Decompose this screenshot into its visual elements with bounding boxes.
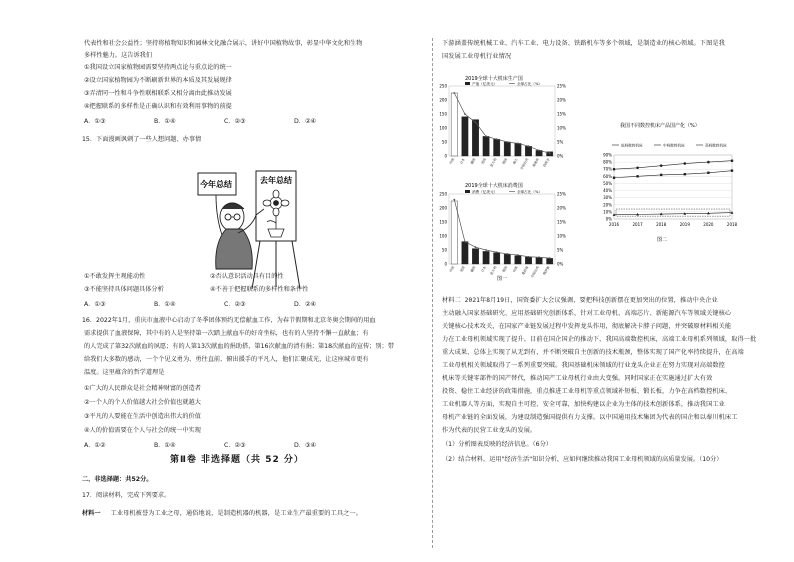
q16-line5: 温度。这里蕴含的哲学道理是: [84, 369, 165, 376]
q16-line1: 16．2022年1月，重庆市血液中心启动了冬季团体预约无偿献血工作，为春节假期和北京冬奥会期间的用血: [82, 317, 376, 324]
consumption-bar: [494, 253, 500, 264]
consumption-xtick: 印度: [512, 265, 519, 274]
q14-option-c[interactable]: C．②③: [224, 118, 246, 125]
q14-options: [84, 119, 316, 125]
right-top-line2: 国发展工业母机行业情况: [442, 53, 512, 60]
production-xtick: 韩国: [501, 157, 509, 166]
line-ytick: 40%: [603, 188, 612, 194]
cartoon-sign-left: 今年总结: [200, 180, 232, 189]
q15-options: [84, 302, 316, 308]
question-17-2: （2）结合材料，运用"经济生活"知识分析，应如何继续推动我国工业母机领域的高质量发展。（10分）: [442, 456, 723, 463]
material-2-line2: 主动融入国家基础研究、应用基础研究创新体系，针对工业母机、高端芯片、新能源汽车等领域关键核心: [442, 310, 732, 317]
q16-option-a[interactable]: A．①②: [84, 442, 106, 449]
q15-stem: 15．下面漫画讽刺了一些人想问题、办事情: [82, 136, 202, 143]
q16-line4: 给我们大多数的感动，一个个见义勇为、勇往直前、俯出援手的平凡人，他们汇聚成光，让这座城市更有: [84, 356, 369, 363]
line-highlight-box: [616, 209, 730, 216]
q15-option-c[interactable]: C．②③: [224, 301, 246, 308]
consumption-ytick: 200: [439, 205, 447, 211]
consumption-xtick: 德国: [469, 265, 477, 274]
consumption-share-point: [496, 251, 498, 253]
material-2-line8: 投资、稳住工业经济的政策措施，重点推进工业母机等重点领域补短板、锻长板，力争在高档数控机床、: [442, 388, 732, 395]
line-point: [636, 175, 638, 177]
production-y2tick: 20%: [557, 97, 566, 103]
consumption-bar: [472, 249, 478, 264]
consumption-y2tick: 20%: [557, 205, 566, 211]
line-ytick: 80%: [603, 159, 612, 165]
production-y2tick: 10%: [557, 125, 566, 131]
consumption-ytick: 100: [439, 233, 447, 239]
consumption-share-point: [517, 254, 519, 256]
production-y2tick: 25%: [557, 83, 566, 89]
q14-item-2: ②设立国家植物园为不断刷新世界的本质及其发展规律: [84, 77, 232, 84]
q15-item-3: ③不能坚持具体问题具体分析: [84, 286, 164, 293]
consumption-share-point: [485, 249, 487, 251]
production-legend-bar: 产值（亿美元）: [472, 82, 498, 86]
material-1-label: 材料一: [82, 510, 101, 517]
chart-production-title: 2019全球十大机床生产国: [465, 76, 523, 82]
production-y2tick: 0%: [557, 153, 564, 159]
line-point: [731, 169, 733, 171]
q15-option-d[interactable]: D．②④: [294, 301, 317, 308]
line-ytick: 70%: [603, 166, 612, 172]
q16-option-d[interactable]: D．③④: [294, 442, 317, 449]
production-bar: [483, 136, 489, 156]
line-point: [636, 167, 639, 170]
q14-item-4: ④把握联系的多样性是正确认识和有效利用事物的前提: [84, 103, 232, 110]
line-point: [684, 162, 687, 165]
material-2-line10: 母机产业链的全面发展，为建设制造强国提供有力支撑。以中国通用技术集团为代表的国企和以秦川机床工: [442, 414, 738, 421]
material-2-line9: 工业机器人等方面，实现自主可控、安全可靠，加快构建以企业为主体的技术创新体系，推动我国工业: [442, 401, 725, 408]
consumption-bar: [525, 257, 531, 264]
consumption-xtick: 俄罗斯: [542, 265, 551, 276]
production-xtick: 日本: [459, 157, 466, 166]
line-ytick: 90%: [603, 152, 612, 158]
line-ytick: 60%: [603, 173, 612, 179]
production-xtick: 德国: [469, 157, 477, 166]
line-xtick: 2019: [679, 222, 690, 227]
q15-option-b[interactable]: B．①④: [154, 301, 176, 308]
figure-2-line-chart: [590, 115, 750, 245]
consumption-bar: [504, 254, 510, 264]
consumption-share-point: [506, 253, 508, 255]
q16-line3: 的人完成了第32次献血的夙愿；有的人第13次献血的捐助搭，第16次献血的清有捐；第18次献血的宣传；别；带: [84, 343, 394, 350]
consumption-y2tick: 15%: [557, 219, 566, 225]
consumption-xtick: 中国: [448, 265, 456, 274]
cartoon-sign-right: 去年总结: [260, 176, 292, 185]
q16-option-c[interactable]: C．②③: [224, 442, 246, 449]
material-2-line6: 工业母机相关领域取得了一系列重要突破。我国基础机床领域的行业龙头企业正在努力实现对高端数控: [442, 362, 725, 369]
production-xtick: 美国: [480, 157, 487, 166]
consumption-xtick: 意大利: [489, 265, 498, 276]
q14-option-d[interactable]: D．②④: [294, 118, 317, 125]
consumption-y2tick: 10%: [557, 233, 566, 239]
production-ytick: 250: [439, 83, 447, 89]
line-xtick: 2020: [703, 222, 714, 227]
production-ytick: 100: [439, 125, 447, 131]
line-point: [731, 159, 734, 162]
q14-option-a[interactable]: A．①③: [84, 118, 106, 125]
production-share-point: [475, 122, 477, 124]
production-bar: [462, 117, 468, 156]
line-xtick: 2016: [608, 222, 620, 227]
q15-item-row1: [84, 274, 284, 280]
production-bar: [525, 146, 531, 156]
production-xtick: 瑞士: [512, 157, 519, 166]
chart-consumption-title: 2019全球十大机床消费国: [465, 183, 523, 189]
consumption-legend-swatch-bar: [465, 190, 470, 193]
line-xtick: 2017: [632, 222, 643, 227]
material-2-line4: 力在工业母机领域实现了提升。目前在国企国企的推动下，我国高端数控机床，高端工业母机系列领域，取得一批: [442, 336, 757, 343]
line-legend-label: 中档数控机床: [663, 143, 685, 148]
line-ytick: 10%: [603, 209, 612, 215]
line-point: [660, 174, 662, 176]
line-ytick: 20%: [603, 202, 612, 208]
line-series-2: [614, 213, 732, 215]
line-legend-label: 高档数控机床: [705, 143, 727, 148]
consumption-bar: [515, 256, 521, 264]
production-xtick: 意大利: [489, 157, 498, 168]
production-share-point: [506, 141, 508, 143]
q16-item-3: ③平凡的人要能在生活中创造出伟大的价值: [84, 413, 201, 420]
line-point: [613, 168, 616, 171]
production-y2tick: 15%: [557, 111, 566, 117]
production-bar: [515, 143, 521, 156]
chart-production: [439, 81, 566, 171]
production-bar: [451, 93, 457, 156]
consumption-xtick: 墨西哥: [521, 265, 530, 276]
line-series-1: [614, 171, 732, 178]
production-ytick: 50: [441, 139, 447, 145]
production-xtick: 中国: [448, 157, 456, 166]
production-ytick: 200: [439, 97, 447, 103]
consumption-y2tick: 5%: [557, 247, 564, 253]
material-1-text: 工业母机被誉为工业之母，通俗地说，是制造机器的机器，是工业生产最重要的工具之一。: [110, 510, 363, 517]
figure-1-bar-charts: [425, 72, 580, 285]
production-share-point: [517, 143, 519, 145]
consumption-bar: [451, 201, 457, 264]
q14-item-1: ①我国设立国家植物园需要坚持两点论与重点论的统一: [84, 64, 232, 71]
production-bar: [504, 142, 510, 156]
consumption-bar: [462, 242, 468, 264]
consumption-ytick: 0: [444, 261, 447, 267]
production-legend-swatch-bar: [465, 82, 470, 85]
section-2-title: 第Ⅱ卷 非选择题（共 52 分）: [170, 455, 304, 465]
consumption-share-line: [454, 200, 549, 259]
consumption-xtick: 日本: [480, 265, 487, 274]
q15-item-4: ④不善于把握联系的多样性和条件性: [210, 286, 309, 293]
production-legend-line: 全球占比（%）: [517, 82, 542, 86]
line-xtick: 2018: [656, 222, 667, 227]
production-share-point: [496, 138, 498, 140]
q14-option-b[interactable]: B．①④: [154, 118, 176, 125]
consumption-legend-bar: 消费（亿美元）: [472, 190, 498, 194]
figure-2-caption: 图二: [657, 237, 668, 243]
consumption-bar: [536, 258, 542, 264]
consumption-ytick: 150: [439, 219, 447, 225]
consumption-ytick: 250: [439, 191, 447, 197]
figure-1-caption: 图一: [497, 276, 508, 282]
consumption-y2tick: 0%: [557, 261, 564, 267]
production-share-point: [538, 150, 540, 152]
production-xtick: 西班牙: [542, 157, 551, 168]
production-ytick: 150: [439, 111, 447, 117]
consumption-xtick: 美国: [459, 265, 466, 274]
consumption-xtick: 中国台湾: [530, 265, 540, 279]
material-2-line11: 作为代表的民营工业龙头的发展。: [442, 427, 537, 434]
right-top-line1: 下游涵盖传统机械工业、汽车工业、电力设备、铁路机车等多个领域，是制造业的核心领域。下图是我: [442, 40, 725, 47]
line-point: [684, 173, 686, 175]
production-share-point: [549, 152, 551, 154]
q14-item-3: ③弄清同一性和斗争性联相联系又相分离由此推动发展: [84, 90, 232, 97]
line-point: [707, 172, 709, 174]
chart-localization-title: 我国不同数控机床产品国产化（%）: [620, 123, 700, 129]
material-1: [82, 511, 362, 517]
production-xtick: 中国台湾: [519, 157, 530, 171]
chart-consumption: [439, 189, 566, 279]
q15-option-a[interactable]: A．①③: [84, 301, 106, 308]
consumption-share-point: [549, 257, 551, 259]
consumption-bar: [483, 251, 489, 264]
production-share-point: [485, 136, 487, 138]
line-legend-label: 低档数控机床: [621, 143, 643, 148]
production-ytick: 0: [444, 153, 447, 159]
consumption-share-point: [538, 256, 540, 258]
material-2-line5: 重大成果，总体上实现了从无到有，并不断突破自主创新的技术瓶颈，整体实现了国产化率持续提升，在高端: [442, 349, 744, 356]
consumption-share-point: [453, 199, 455, 201]
question-17-1: （1）分析图表反映的经济信息。（6分）: [442, 441, 552, 448]
chart-localization: [603, 143, 737, 228]
line-xtick: 2018: [726, 222, 738, 227]
consumption-xtick: 韩国: [501, 265, 509, 274]
consumption-y2tick: 25%: [557, 191, 566, 197]
q16-line2: 需求提供了血液保障，其中有的人是坚持第一次踏上献血车的好奇坐标，也有的人坚持不懈一直献血；有: [84, 330, 369, 337]
q15-item-row2: [84, 287, 308, 293]
q16-item-4: ④人的价值需要在个人与社会的统一中实现: [84, 427, 201, 434]
consumption-share-point: [475, 246, 477, 248]
q15-item-2: ②否认意识活动具有目的性: [210, 273, 284, 280]
production-bar: [494, 139, 500, 156]
production-share-point: [453, 92, 455, 94]
line-point: [613, 177, 615, 179]
non-choice-heading: 二、非选择题：共52分。: [82, 476, 153, 483]
q15-item-1: ①不敢发挥主观能动性: [84, 273, 146, 280]
production-y2tick: 5%: [557, 139, 564, 145]
production-share-line: [454, 93, 549, 153]
q16-option-b[interactable]: B．①④: [154, 442, 176, 449]
line-point: [660, 164, 663, 167]
consumption-bar: [547, 258, 553, 264]
material-2-line3: 关键核心技术攻关，在国家产业链发展过程中发挥龙头作用，彻底解决卡脖子问题，并突破原材料相关能: [442, 323, 732, 330]
consumption-legend-line: 全球占比（%）: [517, 190, 542, 194]
line-ytick: 0%: [605, 216, 612, 222]
consumption-share-point: [464, 241, 466, 243]
q16-options: [84, 443, 316, 449]
line-ytick: 30%: [603, 195, 612, 201]
material-2-line1: 材料二 2021年8月19日，国资委扩大会议强调，要把科技创新摆在更加突出的位置，推动中央企业: [442, 297, 718, 304]
q16-item-1: ①广大的人民群众是社会精神财富的创造者: [84, 385, 201, 392]
production-share-point: [464, 113, 466, 115]
q17-stem: 17．阅读材料，完成下列要求。: [82, 492, 171, 499]
line-point: [707, 161, 710, 164]
consumption-share-point: [528, 256, 530, 258]
material-2-line7: 机床等关键零部件的国产替代，推动国产工业母机行业由大变强。同时国家正在实施通过扩大有效: [442, 375, 713, 382]
production-share-point: [528, 145, 530, 147]
q16-item-2: ②一个人的个人价值越大社会价值也就越大: [84, 399, 201, 406]
q14-line1: 代表性和社会公益性；坚持将植物知识和园林文化融合展示，讲好中国植物故事，彰显中华文化和生物: [84, 40, 363, 47]
line-ytick: 50%: [603, 180, 612, 186]
q14-line2: 多样性魅力。这告诉我们: [84, 52, 153, 59]
consumption-ytick: 50: [441, 247, 447, 253]
production-xtick: 奥地利: [531, 157, 540, 168]
